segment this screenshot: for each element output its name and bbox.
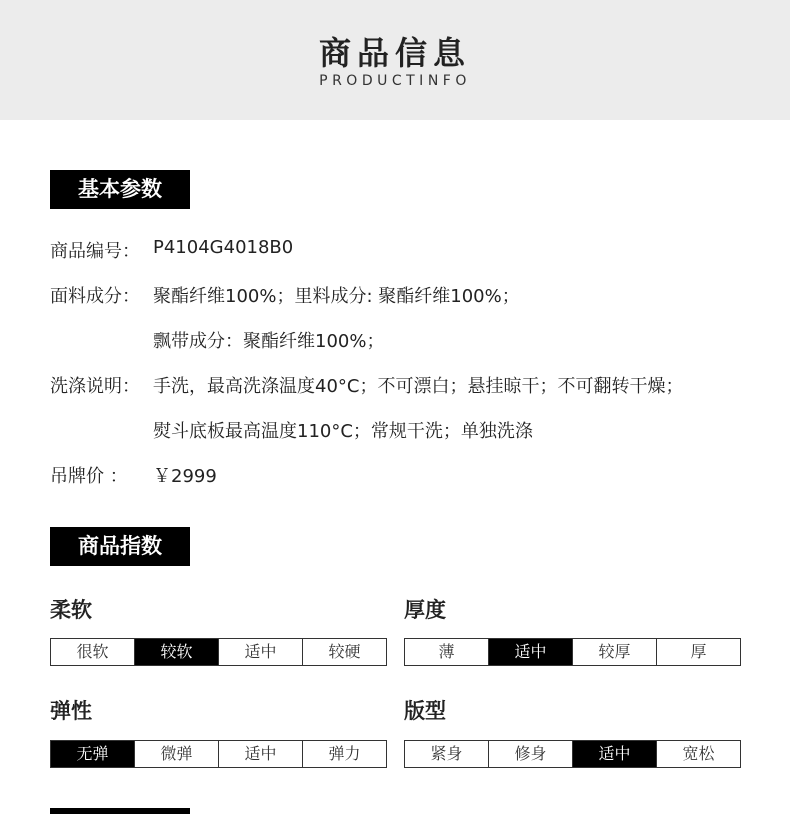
scale-option: 适中 xyxy=(218,639,302,665)
param-value: 手洗，最高洗涤温度40°C；不可漂白；悬挂晾干；不可翻转干燥； xyxy=(153,376,684,397)
param-label: 洗涤说明： xyxy=(50,376,140,397)
scale-option: 适中 xyxy=(572,741,656,767)
metric-scale-thickness xyxy=(404,638,741,666)
param-label: 面料成分： xyxy=(50,286,140,307)
page-header xyxy=(0,0,790,120)
scale-option: 较软 xyxy=(134,639,218,665)
metric-title-softness: 柔软 xyxy=(50,598,92,622)
section-title-index: 商品指数 xyxy=(50,527,190,566)
param-label: 吊牌价 ： xyxy=(50,466,128,487)
param-value: P4104G4018B0 xyxy=(153,237,294,258)
scale-option: 微弹 xyxy=(134,741,218,767)
scale-option: 较厚 xyxy=(572,639,656,665)
scale-option: 修身 xyxy=(488,741,572,767)
page-subtitle: PRODUCTINFO xyxy=(319,73,471,89)
metric-title-fit: 版型 xyxy=(404,699,446,723)
page-title: 商品信息 xyxy=(318,34,471,72)
scale-option: 适中 xyxy=(488,639,572,665)
scale-option: 紧身 xyxy=(430,744,463,763)
param-value: 聚酯纤维100%；里料成分: 聚酯纤维100%； xyxy=(153,286,520,307)
scale-option: 宽松 xyxy=(656,741,740,767)
param-label: 商品编号： xyxy=(50,241,140,262)
param-value: 飘带成分：聚酯纤维100%； xyxy=(153,331,385,352)
metric-scale-softness xyxy=(50,638,387,666)
param-value: ￥2999 xyxy=(153,466,217,487)
scale-option: 较硬 xyxy=(302,639,386,665)
scale-option: 很软 xyxy=(76,642,109,661)
param-value: 熨斗底板最高温度110°C；常规干洗；单独洗涤 xyxy=(153,421,533,442)
scale-option: 薄 xyxy=(438,642,455,661)
metric-scale-elasticity xyxy=(50,740,387,768)
scale-option: 无弹 xyxy=(51,741,134,767)
scale-option: 适中 xyxy=(218,741,302,767)
next-section-bar xyxy=(50,808,190,814)
section-title-basic: 基本参数 xyxy=(50,170,190,209)
metric-title-elasticity: 弹性 xyxy=(50,699,92,723)
scale-option: 厚 xyxy=(656,639,740,665)
metric-scale-fit xyxy=(404,740,741,768)
scale-option: 弹力 xyxy=(302,741,386,767)
metric-title-thickness: 厚度 xyxy=(404,598,446,622)
